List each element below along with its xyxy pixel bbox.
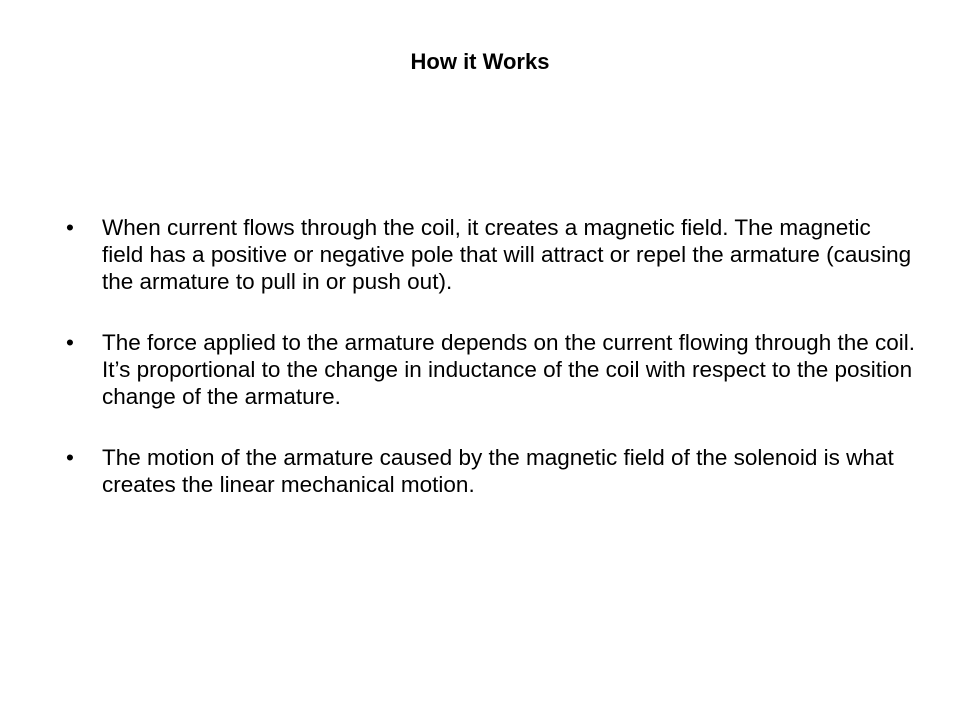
bullet-item [66,214,916,295]
bullet-item [66,329,916,410]
bullet-text: When current flows through the coil, it creates a magnetic field. The magnetic field has a positive or negative pole that will attract or repel the armature (causing the armature to pull in or push out). [102,215,912,294]
bullet-icon: • [66,215,74,240]
bullet-text: The motion of the armature caused by the magnetic field of the solenoid is what creates the linear mechanical motion. [102,445,894,497]
bullet-list [66,214,916,532]
slide-title: How it Works [410,49,550,74]
bullet-item [66,444,916,498]
bullet-icon: • [66,330,74,355]
bullet-icon: • [66,445,74,470]
bullet-text: The force applied to the armature depends on the current flowing through the coil. It’s proportional to the change in inductance of the coil with respect to the position change of the armature. [102,330,915,409]
